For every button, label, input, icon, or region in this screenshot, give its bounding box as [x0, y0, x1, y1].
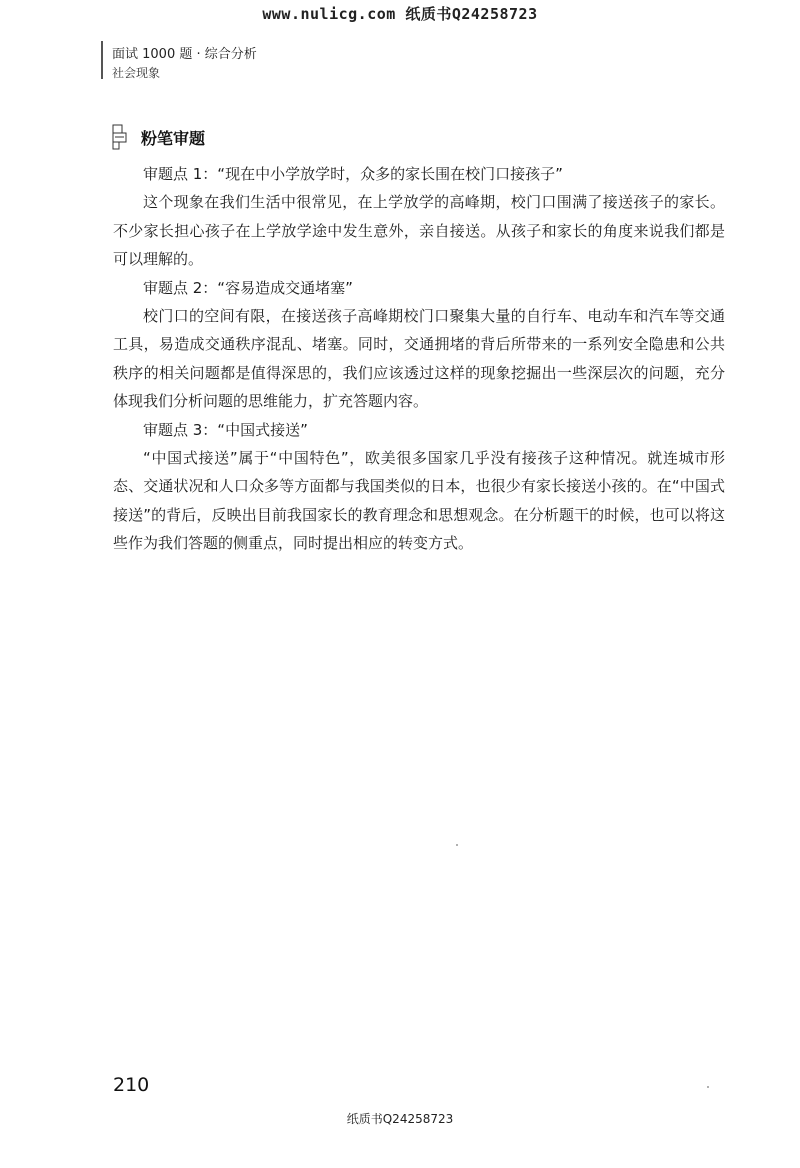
document-icon — [112, 124, 128, 150]
section-heading: 粉笔审题 — [141, 129, 206, 148]
paragraph: 校门口的空间有限，在接送孩子高峰期校门口聚集大量的自行车、电动车和汽车等交通工具，易造成交通秩序混乱、堵塞。同时，交通拥堵的背后所带来的一系列安全隐患和公共秩序的相关问题都是值得深思的，我们应该透过这样的现象挖掘出一些深层次的问题，充分体现我们分析问题的思维能力，扩充答题内容。 — [113, 307, 725, 411]
scan-speck — [707, 1086, 709, 1088]
scan-speck — [456, 844, 458, 846]
review-point-1: 审题点 1：“现在中小学放学时，众多的家长围在校门口接孩子” — [143, 165, 563, 183]
header-divider — [101, 41, 103, 79]
paragraph: 这个现象在我们生活中很常见，在上学放学的高峰期，校门口围满了接送孩子的家长。不少家长担心孩子在上学放学途中发生意外，亲自接送。从孩子和家长的角度来说我们都是可以理解的。 — [113, 193, 725, 269]
paragraph: “中国式接送”属于“中国特色”，欧美很多国家几乎没有接孩子这种情况。就连城市形态、交通状况和人口众多等方面都与我国类似的日本，也很少有家长接送小孩的。在“中国式接送”的背后，反映出目前我国家长的教育理念和思想观念。在分析题干的时候，也可以将这些作为我们答题的侧重点，同时提出相应的转变方式。 — [113, 449, 725, 553]
top-watermark: www.nulicg.com 纸质书Q24258723 — [262, 5, 538, 23]
bottom-watermark: 纸质书Q24258723 — [346, 1112, 454, 1126]
review-point-3: 审题点 3：“中国式接送” — [143, 420, 308, 439]
body-text — [113, 160, 725, 558]
review-point-2: 审题点 2：“容易造成交通堵塞” — [143, 278, 353, 297]
page-number: 210 — [113, 1074, 150, 1096]
section-name: 社会现象 — [112, 66, 161, 80]
book-title: 面试 1000 题 · 综合分析 — [112, 47, 257, 62]
